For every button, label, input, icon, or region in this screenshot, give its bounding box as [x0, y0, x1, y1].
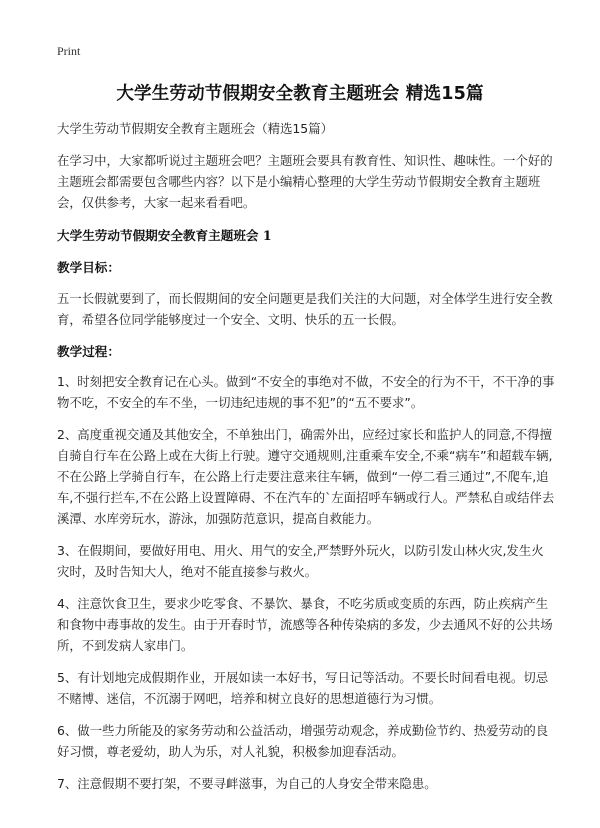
list-item: 5、有计划地完成假期作业，开展如读一本好书，写日记等活动。不要长时间看电视。切忌不赌博、迷信，不沉溺于网吧，培养和树立良好的思想道德行为习惯。	[57, 670, 549, 706]
section-title: 大学生劳动节假期安全教育主题班会 1	[57, 228, 272, 243]
list-item: 6、做一些力所能及的家务劳动和公益活动，增强劳动观念，养成勤俭节约、热爱劳动的良好习惯，尊老爱幼，助人为乐，对人礼貌，积极参加迎春活动。	[57, 723, 549, 759]
goal-paragraph: 五一长假就要到了，而长假期间的安全问题更是我们关注的大问题，对全体学生进行安全教育，希望各位同学能够度过一个安全、文明、快乐的五一长假。	[57, 291, 553, 327]
print-label: Print	[57, 44, 81, 58]
list-item: 4、注意饮食卫生，要求少吃零食、不暴饮、暴食，不吃劣质或变质的东西，防止疾病产生和食物中毒事故的发生。由于开春时节，流感等各种传染病的多发，少去通风不好的公共场所，不到发病人家串门。	[57, 596, 553, 653]
goal-heading: 教学目标：	[57, 260, 120, 275]
intro-paragraph: 在学习中，大家都听说过主题班会吧？主题班会要具有教育性、知识性、趣味性。一个好的主题班会都需要包含哪些内容？以下是小编精心整理的大学生劳动节假期安全教育主题班会，仅供参考，大家一起来看看吧。	[57, 153, 553, 210]
document-subtitle: 大学生劳动节假期安全教育主题班会（精选15篇）	[57, 121, 333, 136]
list-item: 1、时刻把安全教育记在心头。做到“不安全的事绝对不做，不安全的行为不干，不干净的事物不吃，不安全的车不坐，一切违纪违规的事不犯”的“五不要求”。	[57, 374, 555, 410]
list-item: 7、注意假期不要打架，不要寻衅滋事，为自己的人身安全带来隐患。	[57, 776, 437, 791]
page-title: 大学生劳动节假期安全教育主题班会 精选15篇	[116, 84, 484, 104]
list-item: 2、高度重视交通及其他安全，不单独出门，确需外出，应经过家长和监护人的同意,不得擅自骑自行车在公路上或在大街上行驶。遵守交通规则,注重乘车安全,不乘“病车”和超载车辆,不在公路上学骑自行车，在公路上行走要注意来往车辆，做到“一停二看三通过”,不爬车,追车,不强行拦车,不在公路上设置障碍、不在汽车的`左面招呼车辆或行人。严禁私自或结伴去溪潭、水库旁玩水，游泳，加强防范意识，提高自救能力。	[57, 427, 555, 526]
list-item: 3、在假期间，要做好用电、用火、用气的安全,严禁野外玩火，以防引发山林火灾,发生火灾时，及时告知大人，绝对不能直接参与救火。	[57, 543, 544, 579]
process-heading: 教学过程：	[57, 344, 120, 359]
document-body	[57, 118, 555, 805]
